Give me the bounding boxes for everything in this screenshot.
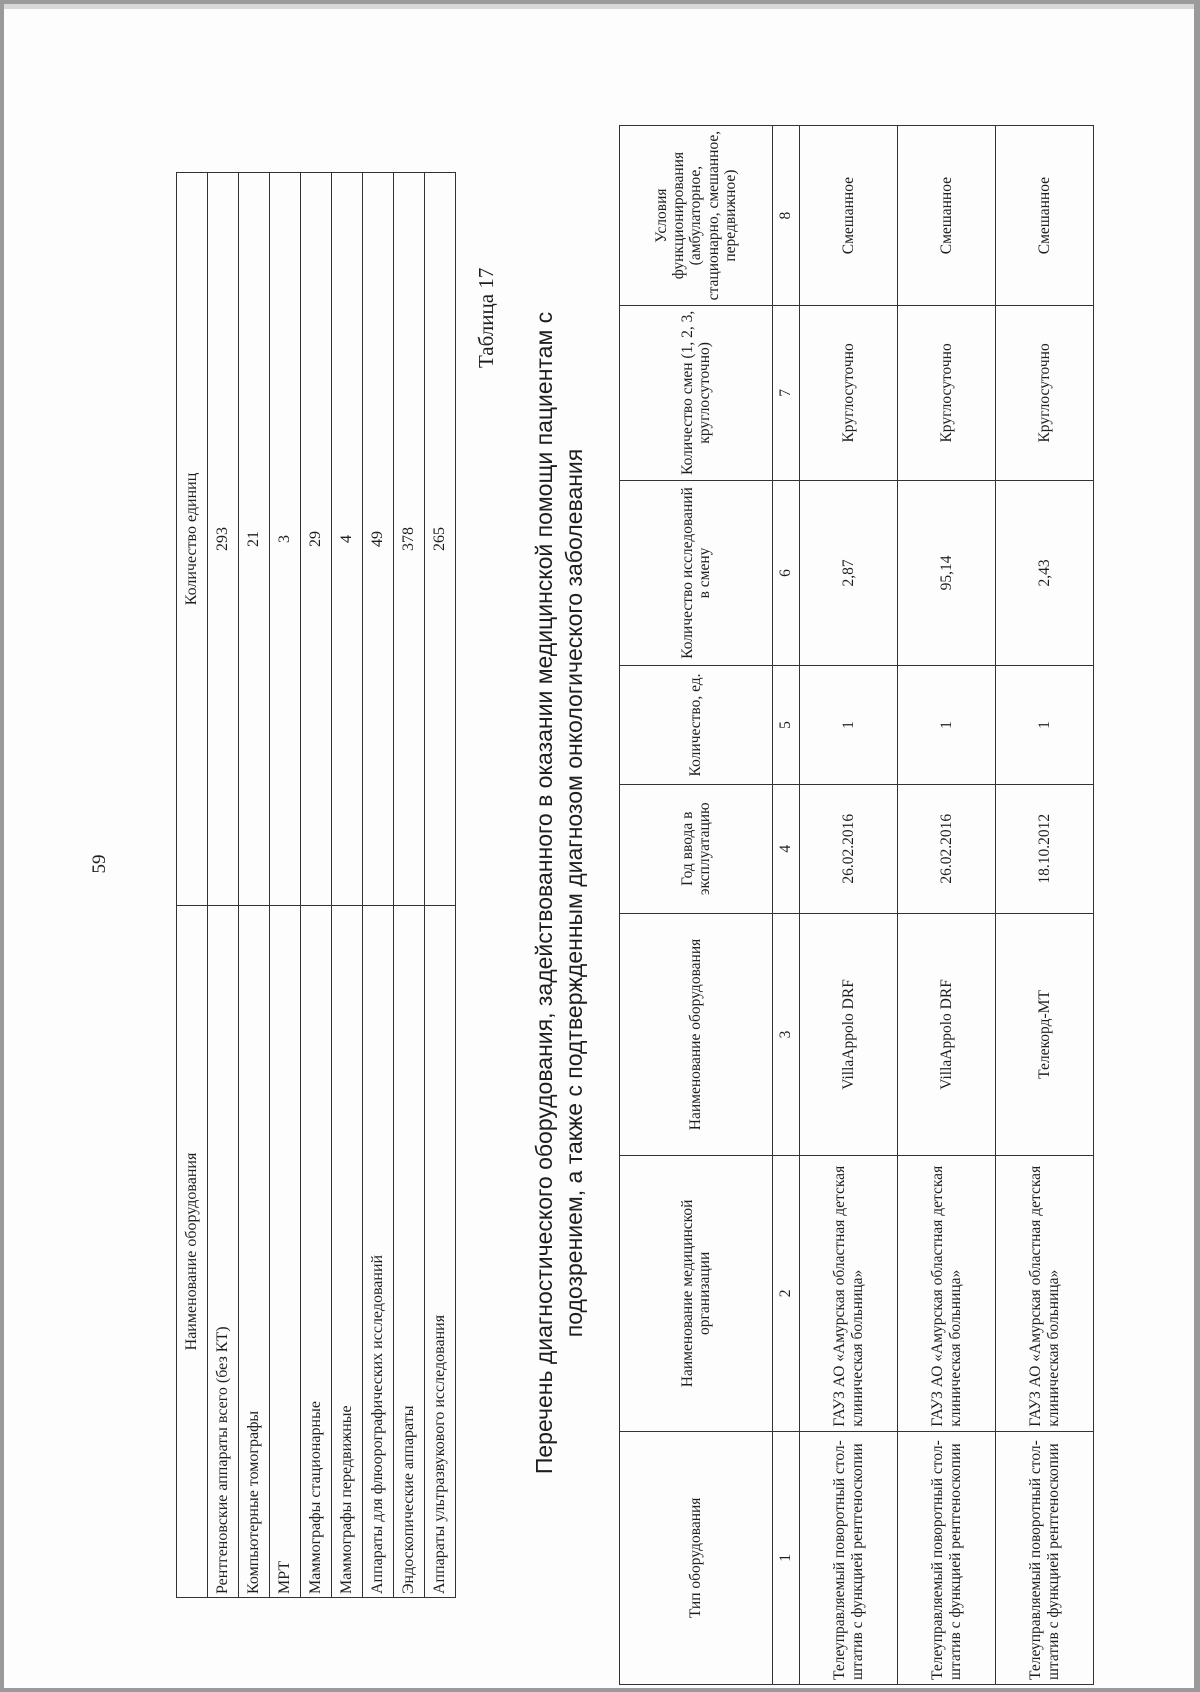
document-page xyxy=(4,4,1194,1688)
table-row xyxy=(270,173,301,1598)
header-equipment-name: Наименование оборудования xyxy=(177,906,208,1598)
table-row xyxy=(898,126,996,1685)
header-year: Год ввода в эксплуатацию xyxy=(620,784,773,913)
year: 18.10.2012 xyxy=(996,784,1094,913)
header-studies-per-shift: Количество исследований в смену xyxy=(620,480,773,666)
header-equipment-type: Тип оборудования xyxy=(620,1431,773,1684)
equipment-name: Эндоскопические аппараты xyxy=(394,906,425,1598)
table-row xyxy=(800,126,898,1685)
equipment-type: Телеуправляемый поворотный стол-штатив с функцией рентгеноскопии xyxy=(800,1431,898,1684)
quantity: 1 xyxy=(996,666,1094,784)
table-header-row xyxy=(177,173,208,1598)
table-row xyxy=(425,173,456,1598)
header-conditions: Условия функционирования (амбулаторное, стационарно, смешанное, передвижное) xyxy=(620,126,773,306)
column-number: 8 xyxy=(773,126,800,306)
column-number: 5 xyxy=(773,666,800,784)
scan-edge xyxy=(4,4,1194,9)
column-number: 4 xyxy=(773,784,800,913)
equipment-type: Телеуправляемый поворотный стол-штатив с функцией рентгеноскопии xyxy=(996,1431,1094,1684)
organization: ГАУЗ АО «Амурская областная детская клиническая больница» xyxy=(898,1155,996,1431)
column-number: 3 xyxy=(773,913,800,1155)
conditions: Смешанное xyxy=(898,126,996,306)
header-unit-count: Количество единиц xyxy=(177,173,208,906)
equipment-name: Компьютерные томографы xyxy=(239,906,270,1598)
year: 26.02.2016 xyxy=(898,784,996,913)
unit-count: 21 xyxy=(239,173,270,906)
table-row xyxy=(332,173,363,1598)
equipment-name: Маммографы стационарные xyxy=(301,906,332,1598)
rotated-content xyxy=(4,13,1194,1688)
studies-per-shift: 2,43 xyxy=(996,480,1094,666)
equipment-name: Аппараты для флюорографических исследований xyxy=(363,906,394,1598)
conditions: Смешанное xyxy=(996,126,1094,306)
unit-count: 49 xyxy=(363,173,394,906)
equipment-name: МРТ xyxy=(270,906,301,1598)
studies-per-shift: 95,14 xyxy=(898,480,996,666)
column-number: 6 xyxy=(773,480,800,666)
equipment-count-table xyxy=(176,172,456,1598)
table-row xyxy=(208,173,239,1598)
equipment-name: Телекорд-МТ xyxy=(996,913,1094,1155)
studies-per-shift: 2,87 xyxy=(800,480,898,666)
header-equipment-name: Наименование оборудования xyxy=(620,913,773,1155)
table-row xyxy=(363,173,394,1598)
shifts: Круглосуточно xyxy=(996,306,1094,480)
organization: ГАУЗ АО «Амурская областная детская клиническая больница» xyxy=(996,1155,1094,1431)
diagnostic-equipment-table xyxy=(619,125,1094,1685)
table-title xyxy=(529,253,590,1533)
table-label: Таблица 17 xyxy=(474,267,498,368)
header-shifts: Количество смен (1, 2, 3, круглосуточно) xyxy=(620,306,773,480)
table-row xyxy=(301,173,332,1598)
shifts: Круглосуточно xyxy=(898,306,996,480)
quantity: 1 xyxy=(898,666,996,784)
unit-count: 29 xyxy=(301,173,332,906)
table-row xyxy=(239,173,270,1598)
header-quantity: Количество, ед. xyxy=(620,666,773,784)
unit-count: 293 xyxy=(208,173,239,906)
equipment-name: Маммографы передвижные xyxy=(332,906,363,1598)
equipment-name: Рентгеновские аппараты всего (без КТ) xyxy=(208,906,239,1598)
unit-count: 3 xyxy=(270,173,301,906)
equipment-name: VillaAppolo DRF xyxy=(898,913,996,1155)
column-number: 1 xyxy=(773,1431,800,1684)
page-number: 59 xyxy=(89,854,110,874)
equipment-type: Телеуправляемый поворотный стол-штатив с функцией рентгеноскопии xyxy=(898,1431,996,1684)
shifts: Круглосуточно xyxy=(800,306,898,480)
quantity: 1 xyxy=(800,666,898,784)
year: 26.02.2016 xyxy=(800,784,898,913)
table-row xyxy=(394,173,425,1598)
organization: ГАУЗ АО «Амурская областная детская клиническая больница» xyxy=(800,1155,898,1431)
unit-count: 265 xyxy=(425,173,456,906)
table-header-row xyxy=(620,126,773,1685)
table-title-line: подозрением, а также с подтвержденным диагнозом онкологического заболевания xyxy=(561,448,588,1338)
conditions: Смешанное xyxy=(800,126,898,306)
unit-count: 378 xyxy=(394,173,425,906)
header-organization: Наименование медицинской организации xyxy=(620,1155,773,1431)
column-number-row xyxy=(773,126,800,1685)
unit-count: 4 xyxy=(332,173,363,906)
column-number: 7 xyxy=(773,306,800,480)
table-title-line: Перечень диагностического оборудования, задействованного в оказании медицинской помощи пациентам с xyxy=(531,311,557,1475)
column-number: 2 xyxy=(773,1155,800,1431)
equipment-name: Аппараты ультразвукового исследования xyxy=(425,906,456,1598)
table-row xyxy=(996,126,1094,1685)
equipment-name: VillaAppolo DRF xyxy=(800,913,898,1155)
